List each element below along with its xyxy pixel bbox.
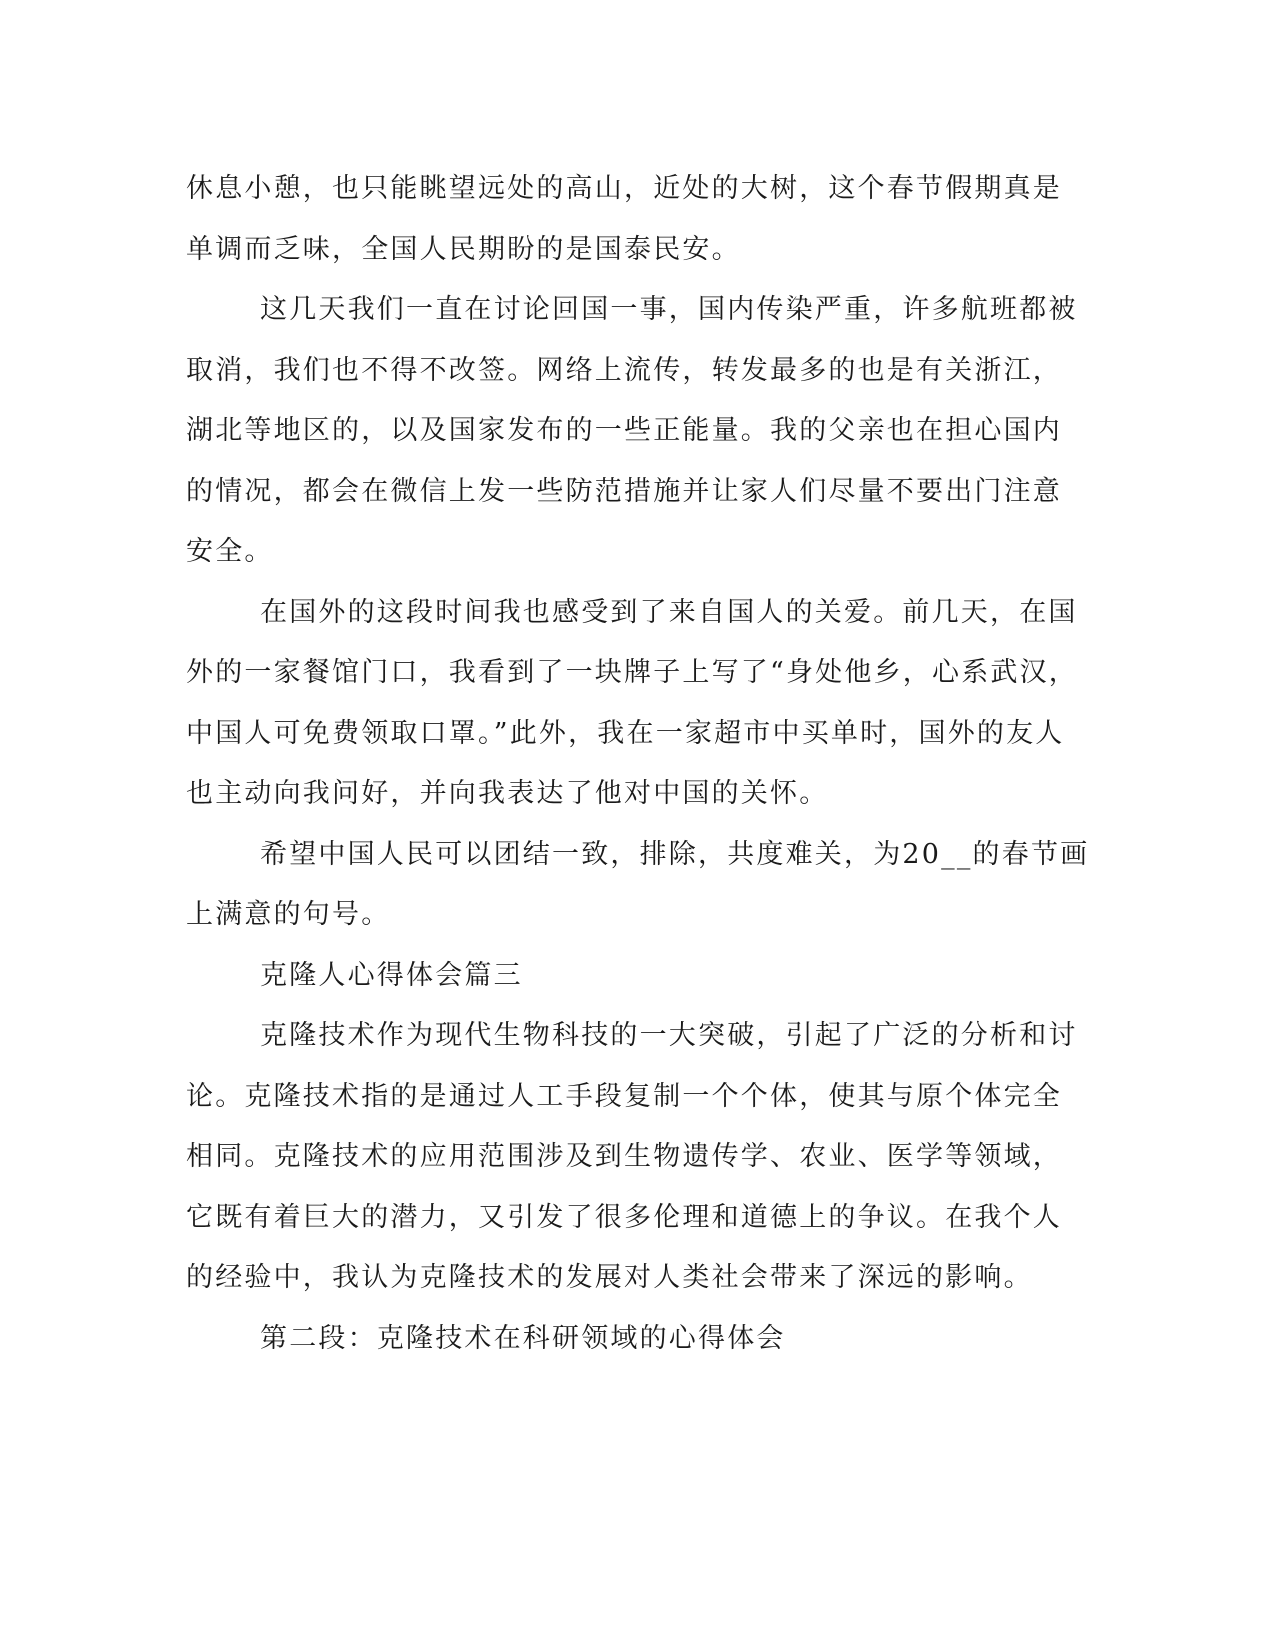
text-line: 的情况，都会在微信上发一些防范措施并让家人们尽量不要出门注意 [186,475,1062,507]
text-line: 希望中国人民可以团结一致，排除，共度难关，为20__的春节画 [260,838,1090,870]
text-line: 安全。 [186,536,274,567]
section-heading [186,946,1056,1007]
paragraph [186,280,1078,583]
text-line: 湖北等地区的，以及国家发布的一些正能量。我的父亲也在担心国内 [186,415,1062,446]
paragraph [186,583,1079,825]
text-line: 取消，我们也不得不改签。网络上流传，转发最多的也是有关浙江， [186,354,1062,386]
heading-text: 克隆人心得体会篇三 [260,959,523,991]
text-line: 单调而乏味，全国人民期盼的是国泰民安。 [186,233,741,265]
text-line: 的经验中，我认为克隆技术的发展对人类社会带来了深远的影响。 [186,1262,1033,1293]
text-line: 这几天我们一直在讨论回国一事，国内传染严重，许多航班都被 [260,294,1078,325]
text-line: 它既有着巨大的潜力，又引发了很多伦理和道德上的争议。在我个人 [186,1201,1062,1233]
subsection-heading [186,1309,1056,1370]
document-body [186,159,1090,1369]
text-line: 也主动向我问好，并向我表达了他对中国的关怀。 [186,778,829,809]
text-line: 论。克隆技术指的是通过人工手段复制一个个体，使其与原个体完全 [186,1080,1062,1112]
text-line: 休息小憩，也只能眺望远处的高山，近处的大树，这个春节假期真是 [186,173,1062,204]
text-line: 克隆技术作为现代生物科技的一大突破，引起了广泛的分析和讨 [260,1020,1078,1051]
text-line: 外的一家餐馆门口，我看到了一块牌子上写了“身处他乡，心系武汉， [186,657,1079,688]
text-line: 上满意的句号。 [186,899,391,930]
text-line: 在国外的这段时间我也感受到了来自国人的关爱。前几天，在国 [260,596,1078,628]
paragraph [186,1006,1078,1309]
paragraph [186,825,1090,946]
heading-text: 第二段：克隆技术在科研领域的心得体会 [260,1322,786,1354]
text-line: 相同。克隆技术的应用范围涉及到生物遗传学、农业、医学等领域， [186,1141,1062,1172]
paragraph [186,159,1062,280]
text-line: 中国人可免费领取口罩。”此外，我在一家超市中买单时，国外的友人 [186,717,1065,749]
